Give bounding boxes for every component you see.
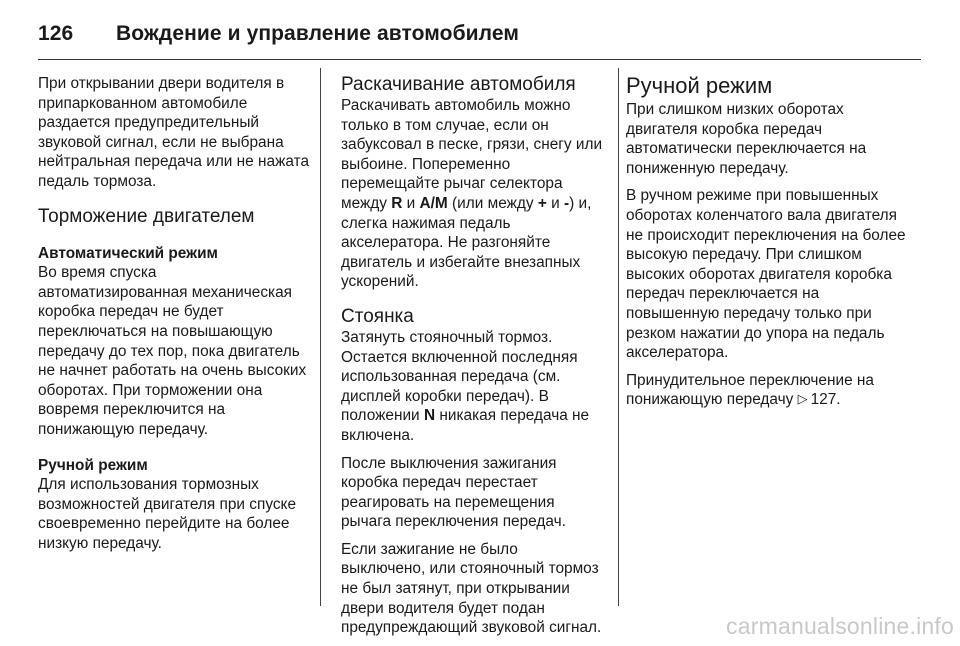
section-heading-engine-braking: Торможение двигателем — [38, 205, 255, 227]
parking-text-2: никакая передача не включена. — [341, 407, 590, 444]
section-heading-rocking: Раскачивание автомобиля — [341, 74, 576, 95]
rocking-text-3: ) и, слегка нажимая педаль акселератора. Не разгоняйте двигатель и избегайте внезапных ускорений. — [341, 194, 592, 291]
rocking-paragraph — [341, 96, 604, 292]
rocking-text-2: (или между — [452, 194, 534, 212]
column-left — [38, 74, 310, 561]
column-right — [626, 74, 912, 418]
watermark: carmanualsonline.info — [726, 613, 954, 639]
kickdown-text: Принудительное переключение на понижающую передачу — [626, 371, 874, 409]
page-reference-arrow-icon: ▷ — [797, 391, 808, 407]
parking-paragraph-3: Если зажигание не было выключено, или стояночный тормоз не был затянут, при открывании двери водителя будет подан предупреждающий звуковой сигнал. — [341, 540, 602, 637]
manual-mode-paragraph: Для использования тормозных возможностей двигателя при спуске своевременно перейдите на более низкую передачу. — [38, 476, 297, 552]
subheading-automatic-mode: Автоматический режим — [38, 244, 218, 262]
page-title: Вождение и управление автомобилем — [116, 22, 519, 45]
parking-paragraph-1 — [341, 328, 604, 446]
manual-paragraph-1: При слишком низких оборотах двигателя коробка передач автоматически переключается на пониженную передачу. — [626, 101, 867, 177]
page-header — [38, 18, 922, 50]
subheading-manual-mode: Ручной режим — [38, 456, 148, 474]
parking-paragraph-2: После выключения зажигания коробка передач перестает реагировать на перемещения рычага переключения передач. — [341, 454, 566, 531]
column-divider-2 — [618, 68, 619, 606]
parking-text-1: Затянуть стояночный тормоз. Остается включенной последняя использованная передача (см. дисплей коробки передач). В положении — [341, 328, 578, 425]
section-heading-manual-mode: Ручной режим — [626, 73, 773, 98]
header-divider — [38, 59, 921, 60]
gear-minus-label: - — [564, 194, 570, 212]
page-reference-link[interactable]: 127. — [810, 391, 841, 409]
section-heading-parking: Стоянка — [341, 305, 414, 327]
manual-paragraph-3 — [626, 371, 912, 410]
intro-paragraph: При открывании двери водителя в припаркованном автомобиле раздается предупредительный звуковой сигнал, если не выбрана нейтральная передача или не нажата педаль тормоза. — [38, 75, 310, 190]
gear-plus-label: + — [537, 194, 547, 212]
column-middle — [341, 74, 604, 646]
rocking-and: и — [406, 194, 416, 212]
manual-paragraph-2: В ручном режиме при повышенных оборотах коленчатого вала двигателя не происходит переключения на более высокую передачу. При слишком высоких оборотах двигателя коробка передач переключается на повышенную передачу только при резком нажатии до упора на педаль акселератора. — [626, 187, 906, 362]
gear-am-label: A/M — [419, 194, 448, 212]
rocking-text-1: Раскачивать автомобиль можно только в том случае, если он забуксовал в песке, грязи, снегу или выбоине. Попеременно перемещайте рычаг селектора между — [341, 97, 603, 212]
automatic-mode-paragraph: Во время спуска автоматизированная механическая коробка передач не будет переключаться на повышающую передачу до тех пор, пока двигатель не начнет работать на очень высоких оборотах. При торможении она вовремя переключится на понижающую передачу. — [38, 264, 307, 438]
page-number: 126 — [38, 22, 74, 45]
rocking-and-2: и — [551, 194, 560, 212]
gear-n-label: N — [423, 407, 436, 425]
gear-r-label: R — [391, 194, 403, 212]
column-divider-1 — [320, 68, 321, 606]
